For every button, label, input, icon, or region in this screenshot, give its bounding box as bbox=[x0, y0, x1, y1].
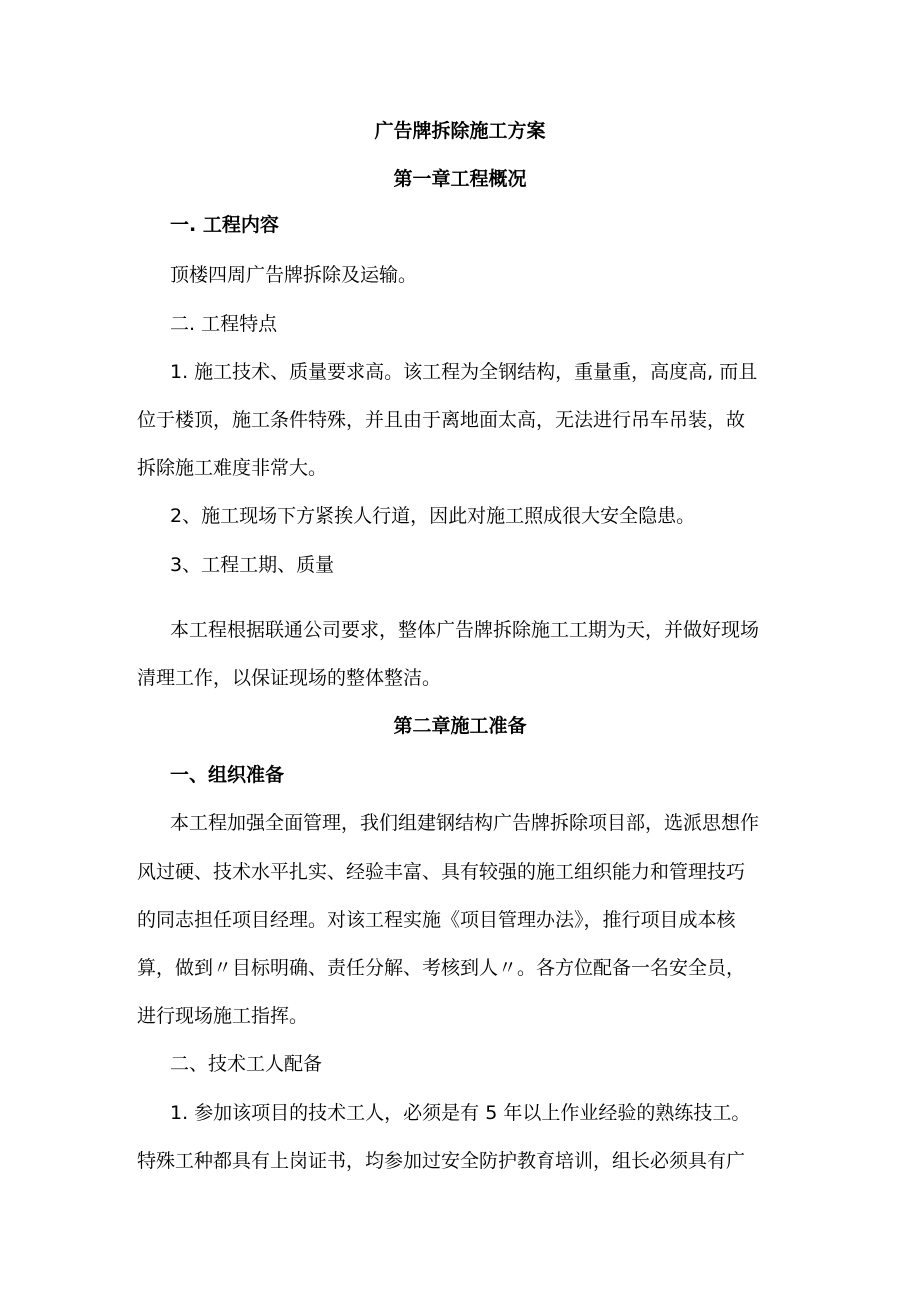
workers-line-1: 1. 参加该项目的技术工人，必须是有 5 年以上作业经验的熟练技工。 bbox=[170, 1102, 751, 1124]
org-line-1: 本工程加强全面管理，我们组建钢结构广告牌拆除项目部，选派思想作 bbox=[170, 812, 760, 834]
point-2: 2、施工现场下方紧挨人行道，因此对施工照成很大安全隐患。 bbox=[170, 505, 696, 527]
schedule-line-2: 清理工作，以保证现场的整体整洁。 bbox=[137, 667, 442, 689]
point-1-line-1: 1. 施工技术、质量要求高。该工程为全钢结构，重量重，高度高, 而且 bbox=[170, 361, 758, 383]
point-1-line-3: 拆除施工难度非常大。 bbox=[137, 457, 328, 479]
org-line-3: 的同志担任项目经理。对该工程实施《项目管理办法》，推行项目成本核 bbox=[137, 909, 736, 931]
point-1-line-2: 位于楼顶，施工条件特殊，并且由于离地面太高，无法进行吊车吊装，故 bbox=[137, 409, 746, 431]
chapter-1-heading: 第一章工程概况 bbox=[393, 168, 527, 190]
schedule-line-1: 本工程根据联通公司要求，整体广告牌拆除施工工期为天，并做好现场 bbox=[170, 619, 760, 641]
workers-line-2: 特殊工种都具有上岗证书，均参加过安全防护教育培训，组长必须具有广 bbox=[137, 1150, 746, 1172]
org-line-2: 风过硬、技术水平扎实、经验丰富、具有较强的施工组织能力和管理技巧 bbox=[137, 861, 746, 883]
chapter-2-heading: 第二章施工准备 bbox=[393, 715, 527, 737]
point-3: 3、工程工期、质量 bbox=[170, 554, 335, 576]
section-1-heading: 一. 工程内容 bbox=[170, 214, 279, 236]
org-line-5: 进行现场施工指挥。 bbox=[137, 1005, 309, 1027]
org-line-4: 算，做到〃目标明确、责任分解、考核到人〃。各方位配备一名安全员， bbox=[137, 957, 746, 979]
section-1-text: 顶楼四周广告牌拆除及运输。 bbox=[170, 264, 418, 286]
org-section-heading: 一、组织准备 bbox=[170, 764, 285, 786]
document-title: 广告牌拆除施工方案 bbox=[374, 120, 546, 142]
workers-section-heading: 二、技术工人配备 bbox=[170, 1053, 323, 1075]
section-2-heading: 二. 工程特点 bbox=[170, 313, 278, 335]
